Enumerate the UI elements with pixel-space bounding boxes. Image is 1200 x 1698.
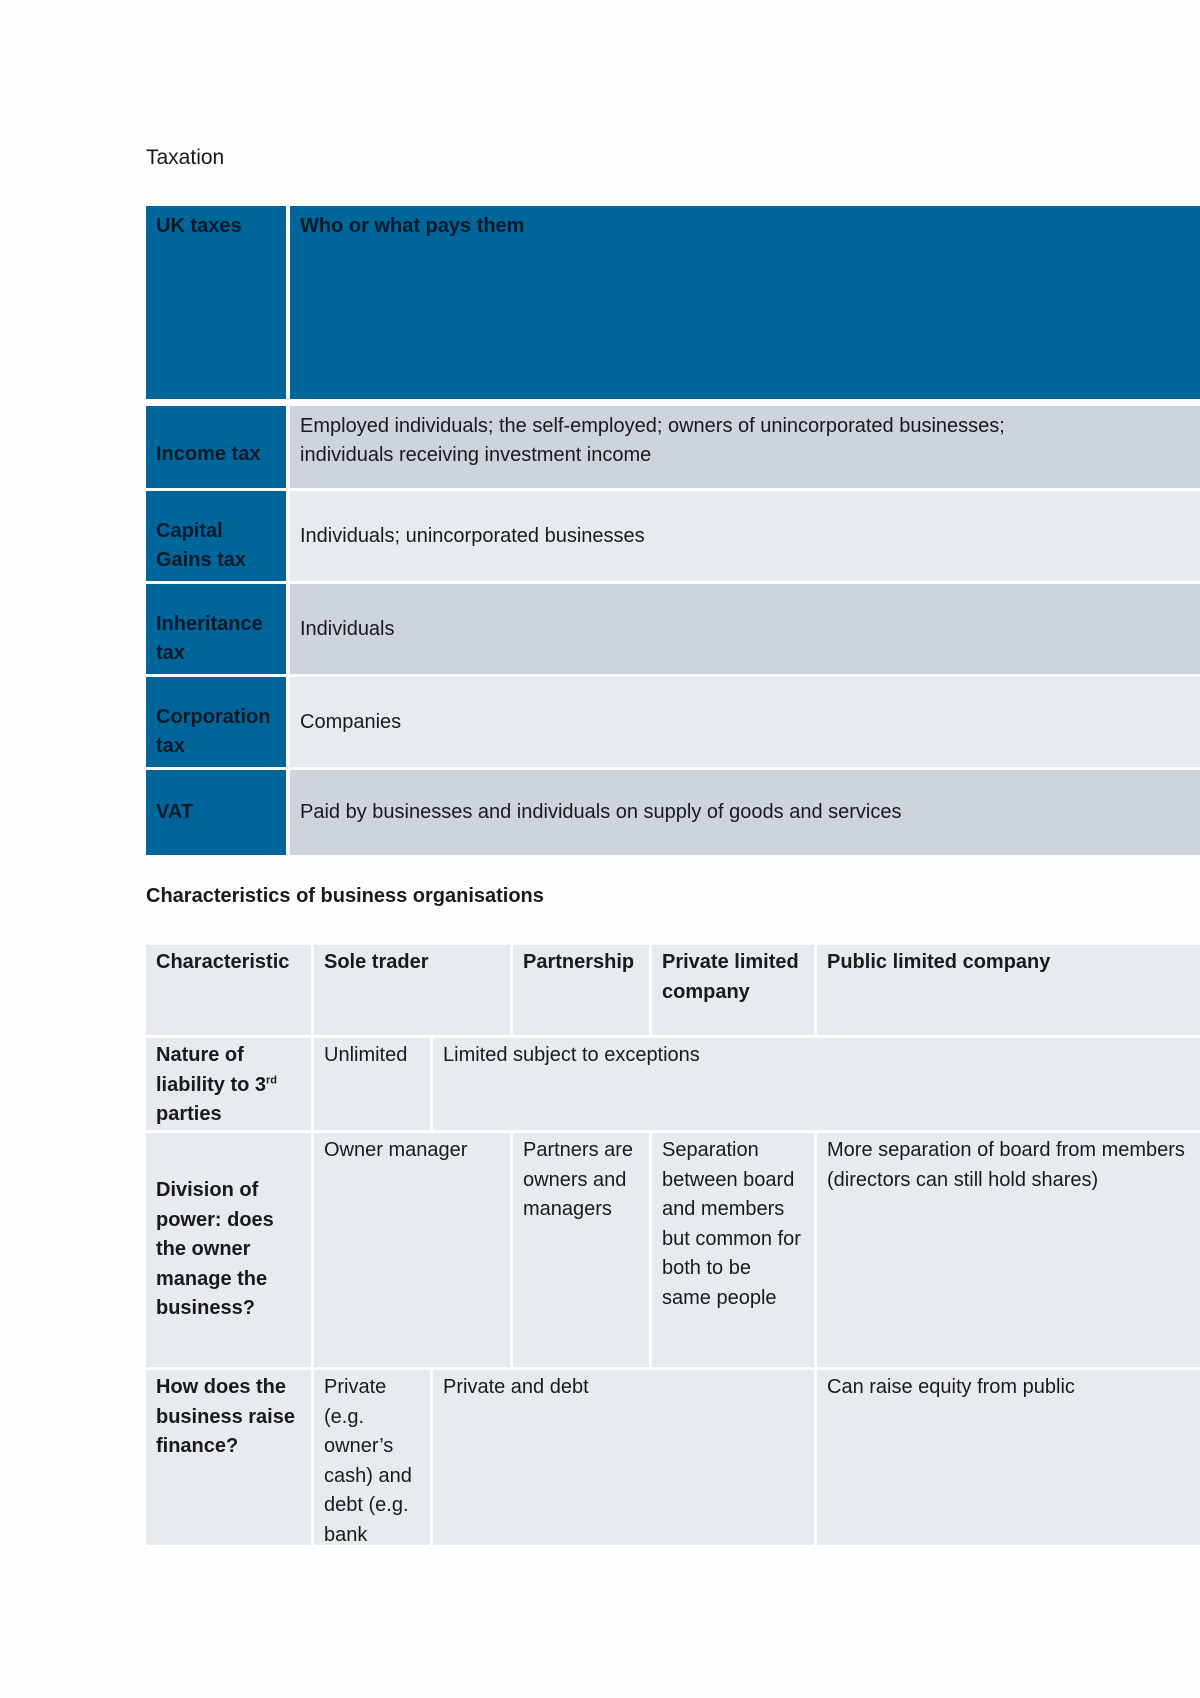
liability-label-sup: rd [266,1073,278,1086]
header-private-ltd: Private limited company [652,945,814,1035]
table-row [146,491,1200,581]
row-label-power: Division of power: does the owner manage the business? [146,1133,311,1367]
power-private-ltd: Separation between board and members but common for both to be same people [652,1133,814,1367]
finance-middle: Private and debt [433,1370,814,1545]
section-title: Characteristics of business organisations [146,885,544,907]
tax-payer: Companies [290,677,1200,767]
tax-payer: Employed individuals; the self-employed; owners of unincorporated businesses; individuals receiving investment income [290,406,1200,488]
table-row [146,770,1200,855]
finance-plc: Can raise equity from public [817,1370,1200,1545]
table-row [146,584,1200,674]
tax-name: Income tax [146,406,286,488]
finance-sole-trader: Private (e.g. owner’s cash) and debt (e.g. bank [314,1370,430,1545]
row-label-liability [146,1038,311,1130]
page-title: Taxation [146,146,225,169]
tax-name: Capital Gains tax [146,491,286,581]
header-sole-trader: Sole trader [314,945,510,1035]
header-uk-taxes: UK taxes [146,206,286,399]
liability-label-text: Nature of liability to 3 [156,1044,267,1096]
table-row [146,406,1200,488]
taxation-header-row [146,206,1200,399]
taxation-table [146,206,1200,855]
liability-sole-trader: Unlimited [314,1038,430,1130]
tax-payer: Individuals; unincorporated businesses [290,491,1200,581]
power-plc-text: More separation of board from members (directors can still hold shares) [827,1139,1185,1191]
tax-name: Corporation tax [146,677,286,767]
tax-name: VAT [146,770,286,855]
header-plc: Public limited company [817,945,1200,1035]
tax-payer: Paid by businesses and individuals on supply of goods and services [290,770,1200,855]
power-plc [817,1133,1200,1367]
header-who-pays: Who or what pays them [290,206,1200,399]
tax-name: Inheritance tax [146,584,286,674]
liability-others: Limited subject to exceptions [433,1038,1200,1130]
header-partnership: Partnership [513,945,649,1035]
business-organisations-table [146,945,1200,1545]
power-partnership: Partners are owners and managers [513,1133,649,1367]
row-label-finance: How does the business raise finance? [146,1370,311,1545]
tax-payer: Individuals [290,584,1200,674]
liability-label-text-end: parties [156,1103,222,1125]
table-row [146,677,1200,767]
header-characteristic: Characteristic [146,945,311,1035]
power-sole-trader: Owner manager [314,1133,510,1367]
